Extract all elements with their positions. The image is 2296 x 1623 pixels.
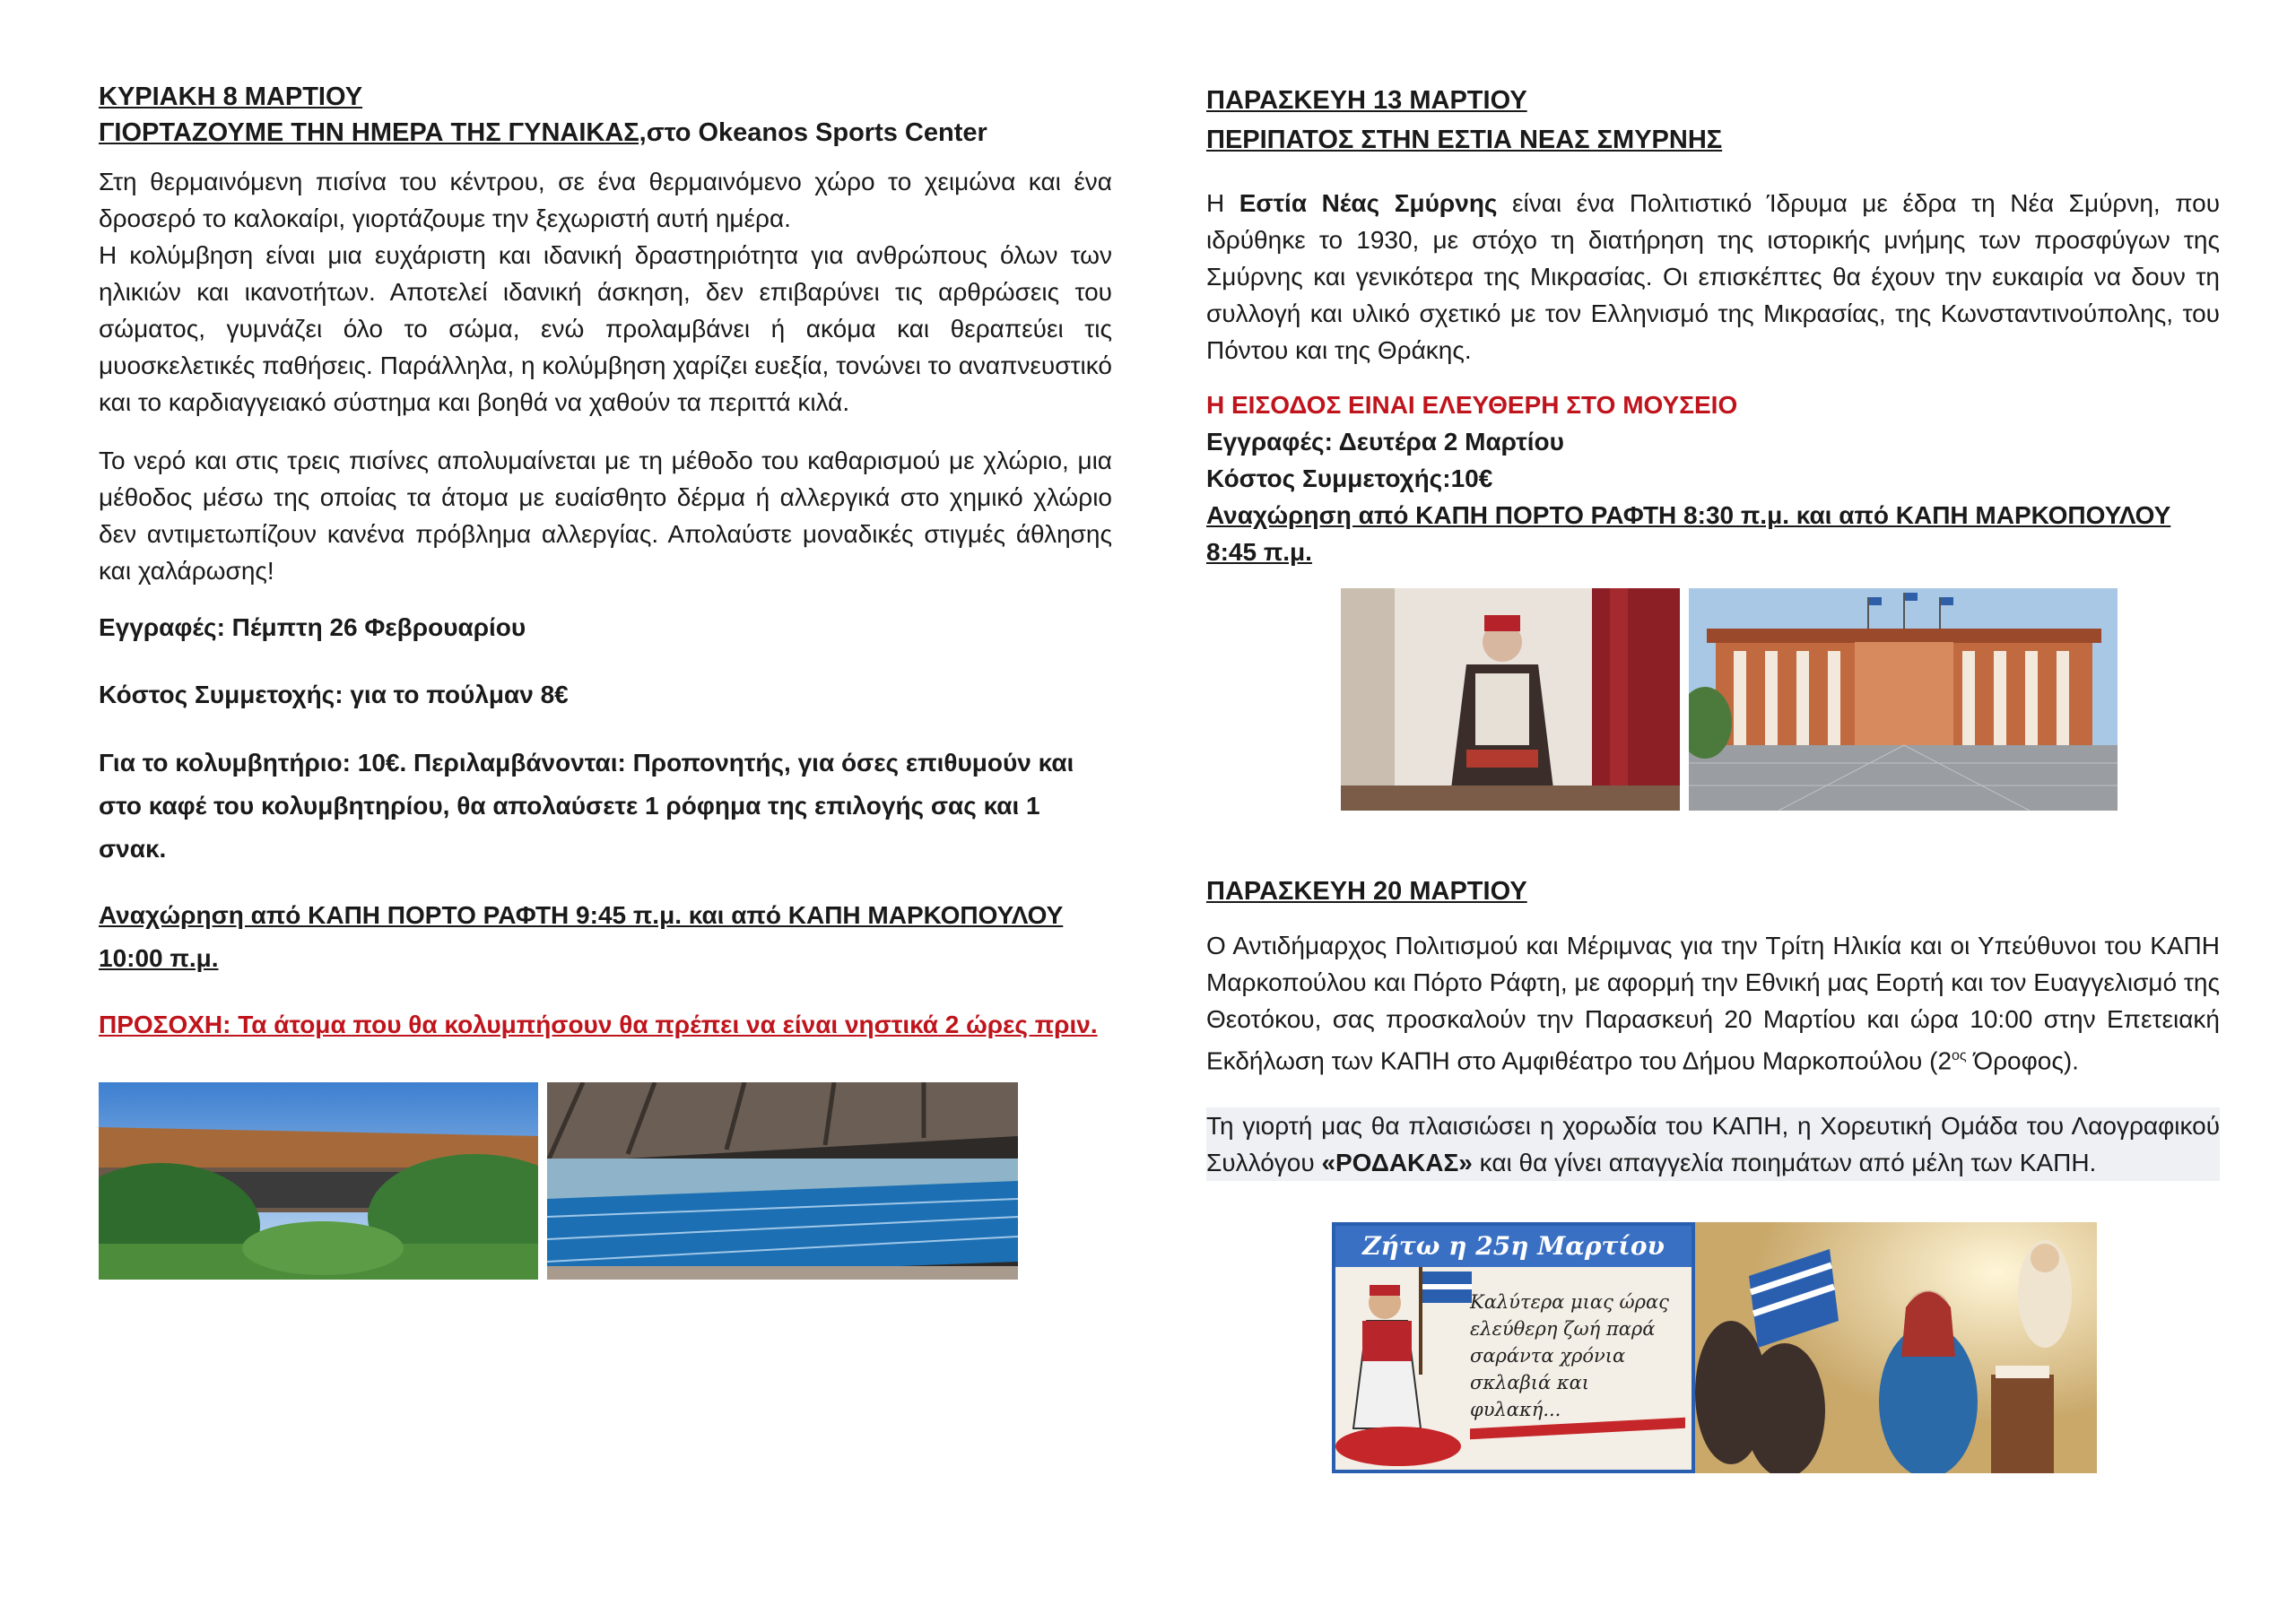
event2-paragraph-rest: είναι ένα Πολιτιστικό Ίδρυμα με έδρα τη Νέα Σμύρνη, που ιδρύθηκε το 1930, με στόχο τη διατήρηση της ιστορικής μνήμης των προσφύγων της Σμύρνης και γενικότερα της Μικρασίας. Οι επισκέπτες θα έχουν την ευκαιρία να δουν τη συλλογή και υλικό σχετικό με τον Ελληνισμό της Μικρασίας, της Κωνσταντινούπολης, του Πόντου και της Θράκης. (1206, 189, 2221, 364)
event1-title (99, 115, 1112, 151)
event2-free-entry: Η ΕΙΣΟΔΟΣ ΕΙΝΑΙ ΕΛΕΥΘΕΡΗ ΣΤΟ ΜΟΥΣΕΙΟ (1206, 391, 1738, 419)
event3-paragraph2-text: Τη γιορτή μας θα πλαισιώσει η χορωδία του ΚΑΠΗ, η Χορευτική Ομάδα του Λαογραφικού Συλλόγου (1206, 1112, 2220, 1177)
event3-poster (1332, 1222, 2220, 1473)
left-column (99, 79, 1112, 1280)
poster-title: Ζήτω η 25η Μαρτίου (1335, 1226, 1692, 1267)
event1-cost-bus: Κόστος Συμμετοχής: για το πούλμαν 8€ (99, 681, 569, 708)
right-column (1206, 79, 2220, 1473)
event1-paragraph1: Στη θερμαινόμενη πισίνα του κέντρου, σε ένα θερμαινόμενο χώρο το χειμώνα και ένα δροσερό το καλοκαίρι, γιορτάζουμε την ξεχωριστή αυτή ημέρα. (99, 168, 1112, 232)
event2-departure: Αναχώρηση από ΚΑΠΗ ΠΟΡΤΟ ΡΑΦΤΗ 8:30 π.μ. και από ΚΑΠΗ ΜΑΡΚΟΠΟΥΛΟΥ 8:45 π.μ. (1206, 501, 2171, 566)
event3-paragraph2 (1206, 1107, 2220, 1181)
independence-day-poster (1332, 1222, 1695, 1473)
annunciation-painting (1695, 1222, 2097, 1473)
event3-paragraph1-text: Ο Αντιδήμαρχος Πολιτισμού και Μέριμνας για την Τρίτη Ηλικία και οι Υπεύθυνοι του ΚΑΠΗ Μαρκοπούλου και Πόρτο Ράφτη, με αφορμή την Εθνική μας Εορτή και τον Ευαγγελισμό της Θεοτόκου, σας προσκαλούν την Παρασκευή 20 Μαρτίου και ώρα 10:00 στην Επετειακή Εκδήλωση των ΚΑΠΗ στο Αμφιθέατρο του Δήμου Μαρκοπούλου (2 (1206, 932, 2220, 1075)
event1-photos (99, 1082, 1112, 1280)
event2-title: ΠΕΡΙΠΑΤΟΣ ΣΤΗΝ ΕΣΤΙΑ ΝΕΑΣ ΣΜΥΡΝΗΣ (1206, 126, 1723, 154)
event2-paragraph (1206, 185, 2220, 369)
event1-registrations: Εγγραφές: Πέμπτη 26 Φεβρουαρίου (99, 613, 526, 641)
event2-paragraph-lead: Η (1206, 189, 1239, 217)
event2-date: ΠΑΡΑΣΚΕΥΗ 13 ΜΑΡΤΙΟΥ (1206, 86, 1527, 115)
event2-cost: Κόστος Συμμετοχής:10€ (1206, 464, 1493, 492)
event1-warning: ΠΡΟΣΟΧΗ: Τα άτομα που θα κολυμπήσουν θα πρέπει να είναι νηστικά 2 ώρες πριν. (99, 1011, 1098, 1038)
event1-paragraph2: Η κολύμβηση είναι μια ευχάριστη και ιδανική δραστηριότητα για ανθρώπους όλων των ηλικιών και ικανοτήτων. Αποτελεί ιδανική άσκηση, δεν επιβαρύνει τις αρθρώσεις του σώματος, γυμνάζει όλο το σώμα, ενώ προλαμβάνει ή ακόμα και θεραπεύει τις μυοσκελετικές παθήσεις. Παράλληλα, η κολύμβηση χαρίζει ευεξία, τονώνει το αναπνευστικό και το καρδιαγγειακό σύστημα και βοηθά να χαθούν τα περιττά κιλά. (99, 241, 1112, 416)
poster-verse: Καλύτερα μιας ώρας ελεύθερη ζωή παρά σαράντα χρόνια σκλαβιά και φυλακή... (1470, 1291, 1669, 1421)
museum-costume-photo (1341, 588, 1680, 811)
event2-registrations: Εγγραφές: Δευτέρα 2 Μαρτίου (1206, 428, 1564, 456)
event2-photos (1341, 588, 2220, 811)
event3-floor-superscript: ος (1952, 1048, 1967, 1063)
event1-cost-pool: Για το κολυμβητήριο: 10€. Περιλαμβάνονται: Προπονητής, για όσες επιθυμούν και στο καφέ του κολυμβητηρίου, θα απολαύσετε 1 ρόφημα της επιλογής σας και 1 σνακ. (99, 749, 1074, 863)
event1-paragraph3: Το νερό και στις τρεις πισίνες απολυμαίνεται με τη μέθοδο του καθαρισμού με χλώριο, μια μέθοδος μέσω της οποίας τα άτομα με ευαίσθητο δέρμα ή αλλεργικά στο χημικό χλώριο δεν αντιμετωπίζουν κανένα πρόβλημα αλλεργίας. Απολαύστε μοναδικές στιγμές άθλησης και χαλάρωσης! (99, 447, 1112, 585)
event1-venue: στο Okeanos Sports Center (646, 118, 987, 147)
event3-paragraph1-end: Όροφος). (1966, 1046, 2079, 1075)
event1-departure: Αναχώρηση από ΚΑΠΗ ΠΟΡΤΟ ΡΑΦΤΗ 9:45 π.μ. και από ΚΑΠΗ ΜΑΡΚΟΠΟΥΛΟΥ 10:00 π.μ. (99, 901, 1064, 972)
event1-date: ΚΥΡΙΑΚΗ 8 ΜΑΡΤΙΟΥ (99, 82, 363, 111)
event3-date: ΠΑΡΑΣΚΕΥΗ 20 ΜΑΡΤΙΟΥ (1206, 877, 1527, 906)
event3-paragraph2-end: και θα γίνει απαγγελία ποιημάτων από μέλη των ΚΑΠΗ. (1472, 1149, 2097, 1177)
sports-center-exterior-photo (99, 1082, 538, 1280)
event3-paragraph1 (1206, 927, 2220, 1079)
estia-building-photo (1689, 588, 2118, 811)
event1-title-main: ΓΙΟΡΤΑΖΟΥΜΕ ΤΗΝ ΗΜΕΡΑ ΤΗΣ ΓΥΝΑΙΚΑΣ, (99, 118, 647, 147)
indoor-pool-photo (547, 1082, 1018, 1280)
event2-venue-name: Εστία Νέας Σμύρνης (1239, 189, 1498, 217)
event3-group-name: «ΡΟΔΑΚΑΣ» (1321, 1149, 1473, 1177)
